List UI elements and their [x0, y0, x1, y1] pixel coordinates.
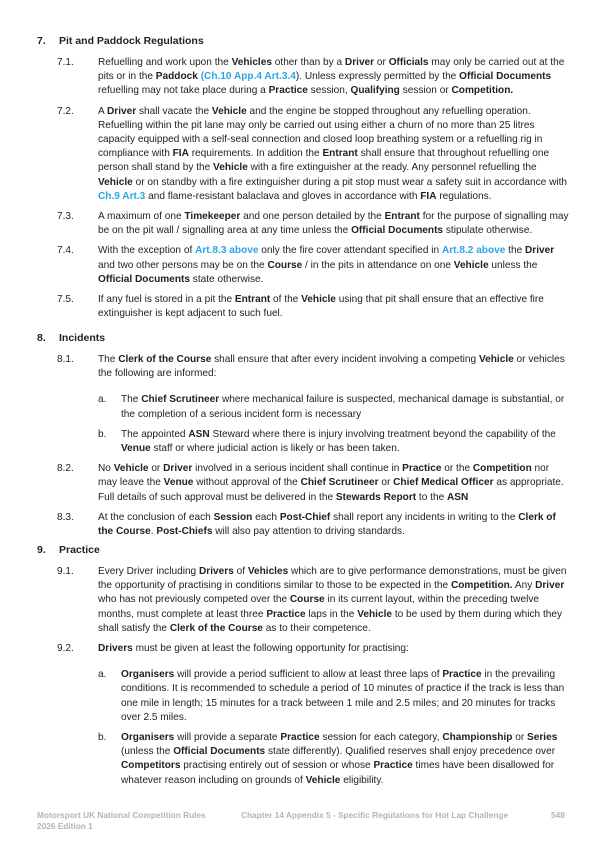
text-run: will provide a period sufficient to allow at least three laps of: [174, 669, 443, 681]
footer-page-number: 548: [551, 810, 565, 820]
bold-term: Practice: [442, 669, 482, 681]
text-run: refuelling may not take place during a: [98, 85, 269, 97]
bold-term: Driver: [106, 105, 137, 117]
clause: [0, 642, 600, 656]
text-run: who has not previously competed over the: [98, 594, 290, 606]
bold-term: Organisers: [121, 732, 175, 744]
bold-term: FIA: [420, 190, 437, 202]
bold-term: Official Documents: [98, 273, 190, 285]
sub-clause: [0, 428, 600, 456]
bold-term: Vehicle: [305, 774, 341, 786]
sub-clause-letter: a.: [98, 669, 107, 681]
text-run: and the engine be stopped throughout any refuelling operation. Refuelling within the pit lane may only be carried out using either a churn of no more than 25 litres capacity equipped with a self-seal connection and closed loop breathing system or a refuelling rig in compliance with: [98, 105, 543, 160]
bold-term: Vehicle: [453, 259, 489, 271]
text-run: state differently). Qualified reserves shall enjoy precedence over: [265, 746, 556, 758]
sub-clause-letter: b.: [98, 428, 107, 440]
text-run: using that pit shall ensure that an effective fire extinguisher is kept adjacent to such fuel.: [98, 294, 544, 320]
cross-reference-link[interactable]: Ch.9 Art.3: [98, 190, 146, 202]
sub-clause-text: [121, 731, 571, 788]
text-run: the: [505, 245, 526, 257]
text-run: of the: [270, 294, 302, 306]
sub-clause-text: [121, 393, 571, 421]
text-run: (unless the: [121, 746, 174, 758]
text-run: will also pay attention to driving standards.: [212, 526, 405, 538]
text-run: in its current layout, within the preceding twelve months, must complete at least three: [98, 594, 539, 620]
section: [0, 34, 600, 321]
sub-clause: [0, 393, 600, 421]
text-run: or on standby with a fire extinguisher during a pit stop must wear a safety suit in accordance with: [132, 176, 568, 188]
text-run: The: [121, 394, 142, 406]
clause: [0, 293, 600, 321]
section-number: 9.: [37, 544, 46, 556]
bold-term: ASN: [188, 428, 210, 440]
text-run: will provide a separate: [174, 732, 281, 744]
text-run: must be given at least the following opportunity for practising:: [132, 643, 409, 655]
bold-term: Post-Chief: [279, 511, 331, 523]
text-run: Any: [512, 580, 536, 592]
section-number: 7.: [37, 35, 46, 47]
cross-reference-link[interactable]: Art.8.2 above: [441, 245, 506, 257]
section-heading: [0, 543, 600, 557]
bold-term: Official Documents: [351, 225, 444, 237]
clause-text: [98, 210, 570, 238]
text-run: each: [252, 511, 280, 523]
sub-clause: [0, 731, 600, 788]
text-run: requirements. In addition the: [188, 148, 323, 160]
bold-term: Qualifying: [350, 85, 400, 97]
sub-clause-letter: b.: [98, 732, 107, 744]
clause-text: [98, 642, 570, 656]
bold-term: Session: [213, 511, 253, 523]
section-title: Pit and Paddock Regulations: [59, 35, 204, 47]
clause: [0, 565, 600, 636]
clause-text: [98, 353, 570, 381]
clause: [0, 105, 600, 204]
bold-term: Practice: [268, 85, 308, 97]
text-run: regulations.: [436, 190, 492, 202]
text-run: to be used by them during which they shall satisfy the: [98, 608, 563, 634]
text-run: shall report any incidents in writing to the: [330, 511, 519, 523]
clause-number: 8.2.: [57, 463, 74, 475]
clause-text: [98, 511, 570, 539]
footer-chapter-title: Chapter 14 Appendix 5 - Specific Regulations for Hot Lap Challenge: [241, 810, 509, 820]
sub-clause: [0, 668, 600, 725]
text-run: session or: [399, 85, 452, 97]
bold-term: Championship: [442, 732, 513, 744]
text-run: No: [98, 463, 114, 475]
text-run: ). Unless expressly permitted by the: [295, 71, 460, 83]
bold-term: Vehicles: [247, 566, 289, 577]
text-run: stipulate otherwise.: [443, 225, 533, 237]
bold-term: Driver: [344, 57, 375, 68]
text-run: laps in the: [305, 608, 358, 620]
bold-term: Chief Scrutineer: [141, 394, 220, 406]
clause: [0, 244, 600, 287]
text-run: A maximum of one: [98, 211, 185, 223]
text-run: Every Driver including: [98, 566, 199, 577]
text-run: Refuelling and work upon the: [98, 57, 232, 68]
footer-document-title: Motorsport UK National Competition Rules 2026 Edition 1: [37, 810, 206, 831]
section-number: 8.: [37, 332, 46, 344]
bold-term: Vehicle: [301, 294, 336, 306]
text-run: shall ensure that throughout refuelling one person shall stand by the: [98, 148, 550, 174]
clause-number: 7.1.: [57, 57, 74, 68]
clause-text: [98, 293, 570, 321]
clause-number: 9.1.: [57, 566, 74, 577]
bold-term: Venue: [163, 477, 194, 489]
bold-term: Driver: [535, 580, 565, 592]
text-run: A: [98, 105, 107, 117]
text-run: as to their competence.: [262, 622, 371, 634]
bold-term: Officials: [388, 57, 429, 68]
bold-term: Vehicle: [213, 162, 248, 174]
bold-term: Course: [289, 594, 325, 606]
bold-term: Practice: [280, 732, 320, 744]
bold-term: Organisers: [121, 669, 175, 681]
bold-term: Practice: [402, 463, 442, 475]
bold-term: Competition: [472, 463, 532, 475]
bold-term: Chief Medical Officer: [393, 477, 494, 489]
text-run: session,: [307, 85, 351, 97]
text-run: or: [148, 463, 164, 475]
bold-term: Series: [527, 732, 558, 744]
text-run: shall vacate the: [136, 105, 212, 117]
text-run: and flame-resistant balaclava and gloves in accordance with: [145, 190, 421, 202]
bold-term: Vehicle: [478, 354, 514, 365]
text-run: in the prevailing conditions. It is recommended to schedule a period of 10 minutes of practice if the track is less than one mile in length; 15 minutes for a track between 1 mile and 2.5 miles; and 20 minutes for tracks over 2.5 miles.: [121, 669, 565, 723]
text-run: eligibility.: [340, 774, 384, 786]
section-title: Incidents: [59, 332, 106, 344]
text-run: or vehicles the following are informed:: [98, 354, 565, 380]
bold-term: Clerk of the Course: [118, 354, 212, 365]
bold-term: Driver: [525, 245, 555, 257]
text-run: of: [233, 566, 248, 577]
text-run: for the purpose of signalling may be on the pit wall / signalling area at any time unless the: [98, 211, 569, 237]
text-run: only the fire cover attendant specified in: [258, 245, 442, 257]
bold-term: Drivers: [98, 643, 133, 655]
bold-term: Entrant: [384, 211, 420, 223]
section-heading: [0, 34, 600, 48]
text-run: to the: [416, 491, 447, 503]
text-run: or: [374, 57, 389, 68]
text-run: involved in a serious incident shall continue in: [192, 463, 403, 475]
cross-reference-link[interactable]: (Ch.10 App.4 Art.3.4: [200, 71, 296, 83]
bold-term: Chief Scrutineer: [300, 477, 379, 489]
text-run: times have been disallowed for whatever reason including on grounds of: [121, 760, 555, 786]
text-run: / in the pits in attendance on one: [302, 259, 454, 271]
bold-term: Official Documents: [173, 746, 266, 758]
text-run: If any fuel is stored in a pit the: [98, 294, 235, 306]
clause: [0, 210, 600, 238]
bold-term: Stewards Report: [335, 491, 417, 503]
bold-term: Practice: [266, 608, 306, 620]
text-run: practising entirely out of session or whose: [180, 760, 374, 772]
bold-term: Vehicles: [231, 57, 272, 68]
text-run: and one person detailed by the: [240, 211, 385, 223]
clause-number: 7.4.: [57, 245, 74, 257]
bold-term: Vehicle: [211, 105, 247, 117]
bold-term: Timekeeper: [184, 211, 241, 223]
bold-term: Venue: [121, 443, 151, 455]
bold-term: Drivers: [198, 566, 234, 577]
clause-number: 8.3.: [57, 511, 74, 523]
bold-term: Official Documents: [459, 71, 552, 83]
bold-term: Clerk of the Course: [98, 511, 556, 538]
bold-term: Clerk of the Course: [169, 622, 263, 634]
section-heading: [0, 331, 600, 345]
bold-term: Practice: [373, 760, 413, 772]
text-run: With the exception of: [98, 245, 196, 257]
bold-term: Course: [267, 259, 303, 271]
cross-reference-link[interactable]: Art.8.3 above: [195, 245, 259, 257]
text-run: other than by a: [271, 57, 345, 68]
text-run: or: [512, 732, 528, 744]
clause-text: [98, 105, 570, 204]
clause-number: 7.5.: [57, 294, 74, 306]
bold-term: Competition.: [451, 85, 514, 97]
text-run: or: [378, 477, 394, 489]
clause-text: [98, 462, 570, 505]
section-title: Practice: [59, 544, 100, 556]
sub-clause-text: [121, 668, 571, 725]
bold-term: Driver: [163, 463, 193, 475]
clause: [0, 462, 600, 505]
clause: [0, 353, 600, 381]
text-run: Steward where there is injury involving treatment beyond the capability of the: [209, 428, 556, 440]
text-run: where mechanical failure is suspected, mechanical damage is substantial, or the completion of a serious incident form is necessary: [121, 394, 565, 420]
clause: [0, 511, 600, 539]
text-run: The appointed: [121, 428, 189, 440]
sub-clause-letter: a.: [98, 394, 107, 406]
text-run: or the: [441, 463, 473, 475]
text-run: and two other persons may be on the: [98, 259, 268, 271]
bold-term: Vehicle: [357, 608, 393, 620]
clause-number: 8.1.: [57, 354, 74, 365]
section: [0, 543, 600, 788]
text-run: with a fire extinguisher at the ready. Any personnel refuelling the: [247, 162, 537, 174]
text-run: At the conclusion of each: [98, 511, 214, 523]
text-run: The: [98, 354, 119, 365]
text-run: unless the: [488, 259, 538, 271]
bold-term: Entrant: [322, 148, 358, 160]
text-run: may only be carried out at the pits or in the: [98, 57, 565, 83]
clause: [0, 56, 600, 99]
section: [0, 331, 600, 539]
bold-term: Entrant: [234, 294, 271, 306]
text-run: .: [150, 526, 157, 538]
clause-number: 7.2.: [57, 105, 74, 117]
bold-term: Paddock: [155, 71, 198, 83]
bold-term: FIA: [172, 148, 189, 160]
sub-clause-text: [121, 428, 571, 456]
bold-term: Post-Chiefs: [156, 526, 213, 538]
bold-term: Vehicle: [113, 463, 149, 475]
clause-text: [98, 244, 570, 287]
clause-number: 9.2.: [57, 643, 74, 655]
text-run: nor may leave the: [98, 463, 550, 489]
text-run: shall ensure that after every incident involving a competing: [211, 354, 479, 365]
clause-text: [98, 56, 570, 99]
bold-term: Vehicle: [98, 176, 133, 188]
text-run: without approval of the: [193, 477, 301, 489]
text-run: which are to give performance demonstrations, must be given the opportunity of practising in conditions similar to those to be expected in the: [98, 566, 567, 592]
clause-text: [98, 565, 570, 636]
text-run: as appropriate. Full details of such approval must be delivered in the: [98, 477, 564, 503]
bold-term: ASN: [447, 491, 469, 503]
clause-number: 7.3.: [57, 211, 74, 223]
bold-term: Competition.: [450, 580, 513, 592]
text-run: staff or where judicial action is likely or has been taken.: [150, 443, 400, 455]
text-run: state otherwise.: [189, 273, 264, 285]
bold-term: Competitors: [121, 760, 181, 772]
text-run: session for each category,: [319, 732, 443, 744]
